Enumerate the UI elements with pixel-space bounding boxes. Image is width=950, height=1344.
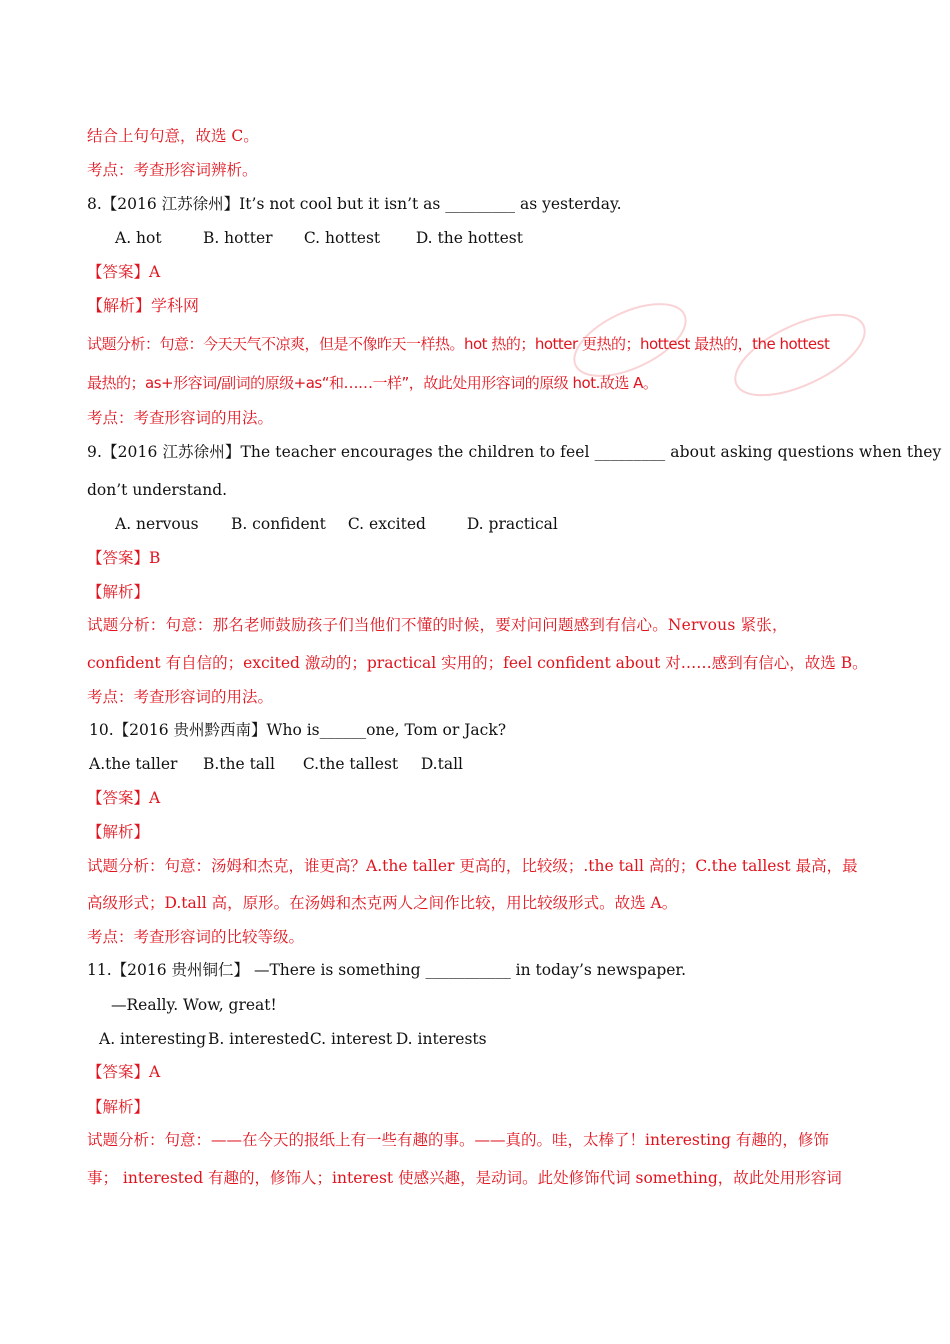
q8-analysis-head: 【解析】学科网 bbox=[87, 296, 200, 315]
q11-reply: —Really. Wow, great! bbox=[111, 996, 277, 1014]
q8-answer: 【答案】A bbox=[87, 263, 161, 281]
q9-options bbox=[115, 512, 558, 536]
q9-stem-line-1: 9.【2016 江苏徐州】The teacher encourages the children to feel _________ about asking questions when they bbox=[87, 443, 942, 461]
q10-analysis-head: 【解析】 bbox=[87, 823, 150, 841]
q10-analysis-line-2: 高级形式；D.tall 高，原形。在汤姆和杰克两人之间作比较，用比较级形式。故选 A。 bbox=[87, 894, 678, 912]
q11-option-b: B. interested bbox=[207, 1030, 310, 1048]
q9-analysis-head: 【解析】 bbox=[87, 583, 150, 601]
q8-options bbox=[115, 226, 523, 250]
q11-answer: 【答案】A bbox=[87, 1063, 161, 1081]
q11-stem: 11.【2016 贵州铜仁】 —There is something ___________ in today’s newspaper. bbox=[87, 961, 687, 979]
q8-option-c: C. hottest bbox=[303, 229, 381, 247]
q10-analysis-line-1: 试题分析：句意：汤姆和杰克，谁更高？A.the taller 更高的，比较级；.the tall 高的；C.the tallest 最高，最 bbox=[87, 857, 858, 875]
q8-option-b: B. hotter bbox=[202, 229, 273, 247]
q9-analysis-line-1: 试题分析：句意：那名老师鼓励孩子们当他们不懂的时候，要对问问题感到有信心。Nervous 紧张， bbox=[87, 616, 788, 634]
q8-analysis-line-1: 试题分析：句意：今天天气不凉爽，但是不像昨天一样热。hot 热的；hotter 更热的；hottest 最热的，the hottest bbox=[87, 335, 830, 353]
q8-option-a: A. hot bbox=[115, 229, 162, 247]
q8-stem: 8.【2016 江苏徐州】It’s not cool but it isn’t as _________ as yesterday. bbox=[87, 195, 622, 213]
q11-option-d: D. interests bbox=[395, 1030, 487, 1048]
q10-answer: 【答案】A bbox=[87, 789, 161, 807]
q7-point: 考点：考查形容词辨析。 bbox=[87, 161, 258, 179]
q11-analysis-line-1: 试题分析：句意：——在今天的报纸上有一些有趣的事。——真的。哇，太棒了！interesting 有趣的，修饰 bbox=[87, 1131, 829, 1149]
q10-options bbox=[89, 752, 463, 776]
q9-analysis-line-2: confident 有自信的；excited 激动的；practical 实用的；feel confident about 对……感到有信心，故选 B。 bbox=[87, 654, 868, 672]
q8-option-d: D. the hottest bbox=[415, 229, 523, 247]
q11-option-c: C. interest bbox=[309, 1030, 393, 1048]
q11-options bbox=[99, 1027, 487, 1051]
q9-option-b: B. confident bbox=[230, 515, 326, 533]
q10-option-a: A.the taller bbox=[89, 755, 178, 773]
q11-analysis-line-2: 事； interested 有趣的，修饰人；interest 使感兴趣，是动词。此处修饰代词 something，故此处用形容词 bbox=[87, 1169, 842, 1187]
q10-point: 考点：考查形容词的比较等级。 bbox=[87, 928, 305, 946]
q8-analysis-line-2: 最热的；as+形容词/副词的原级+as“和……一样”，故此处用形容词的原级 hot.故选 A。 bbox=[87, 374, 658, 392]
q8-point: 考点：考查形容词的用法。 bbox=[87, 409, 274, 427]
q10-option-d: D.tall bbox=[420, 755, 463, 773]
q10-stem: 10.【2016 贵州黔西南】Who is______one, Tom or Jack? bbox=[89, 721, 507, 739]
q10-option-c: C.the tallest bbox=[302, 755, 399, 773]
q7-analysis-end: 结合上句句意，故选 C。 bbox=[87, 127, 259, 145]
q11-option-a: A. interesting bbox=[99, 1030, 207, 1048]
q11-analysis-head: 【解析】 bbox=[87, 1098, 150, 1116]
q9-option-d: D. practical bbox=[466, 515, 558, 533]
q9-option-a: A. nervous bbox=[115, 515, 199, 533]
q9-point: 考点：考查形容词的用法。 bbox=[87, 688, 274, 706]
q9-stem-line-2: don’t understand. bbox=[87, 481, 228, 499]
q9-answer: 【答案】B bbox=[87, 549, 161, 567]
q10-option-b: B.the tall bbox=[202, 755, 275, 773]
q9-option-c: C. excited bbox=[347, 515, 426, 533]
